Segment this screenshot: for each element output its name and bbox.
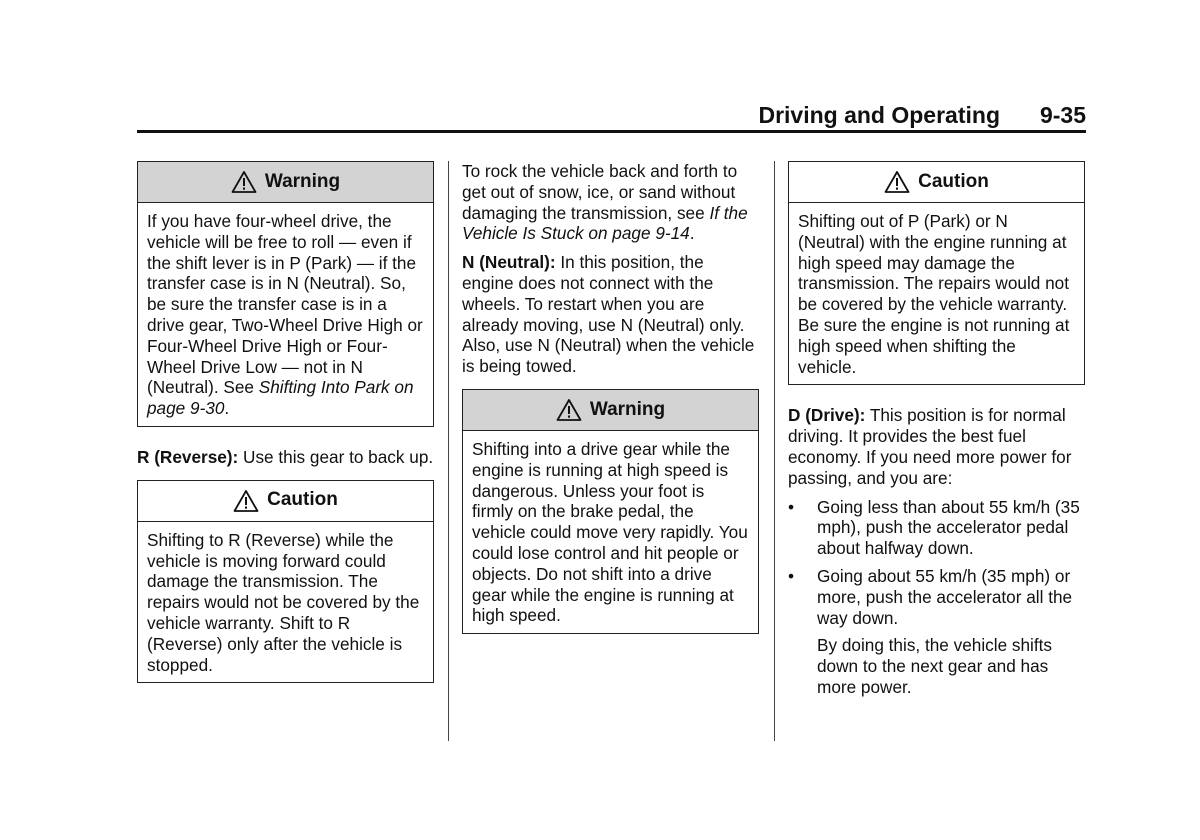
warning-header <box>138 162 433 203</box>
drive-term: D (Drive): <box>788 405 866 426</box>
bullet-list <box>788 497 1085 629</box>
followup-paragraph: By doing this, the vehicle shifts down to the next gear and has more power. <box>817 635 1053 697</box>
warning-body: Shifting into a drive gear while the engine is running at high speed is dangerous. Unless your foot is firmly on the brake pedal, the vehicle could move very rapidly. You could lose control and hit people or objects. Do not shift into a drive gear while the engine is running at high speed. <box>472 438 748 626</box>
neutral-text: In this position, the engine does not connect with the wheels. To restart when you are already moving, use N (Neutral) only. Also, use N (Neutral) when the vehicle is being towed. <box>462 252 755 377</box>
warning-box <box>462 389 759 634</box>
reverse-text: Use this gear to back up. <box>238 446 434 467</box>
warning-triangle-icon <box>556 398 582 422</box>
caution-header <box>138 481 433 522</box>
section-title: Driving and Operating <box>758 102 1000 128</box>
rock-text-end: . <box>689 223 695 244</box>
column-right <box>788 161 1085 698</box>
list-item-text: Going less than about 55 km/h (35 mph), push the accelerator pedal about halfway down. <box>817 496 1080 559</box>
caution-box <box>137 480 434 684</box>
list-item <box>788 566 1085 628</box>
warning-text-end: . <box>224 398 230 419</box>
rock-paragraph <box>462 161 759 244</box>
list-item-text: Going about 55 km/h (35 mph) or more, push the accelerator all the way down. <box>817 565 1073 628</box>
cross-reference-link[interactable]: Shifting Into Park on page 9-30 <box>147 377 414 419</box>
caution-body: Shifting out of P (Park) or N (Neutral) with the engine running at high speed may damage the transmission. The repairs would not be covered by the vehicle warranty. Be sure the engine is not running at high speed when shifting the vehicle. <box>798 211 1070 377</box>
warning-label: Warning <box>589 398 666 420</box>
warning-triangle-icon <box>231 170 257 194</box>
neutral-paragraph <box>462 252 759 377</box>
drive-paragraph <box>788 405 1085 488</box>
bullet-glyph: • <box>788 565 795 586</box>
page-number: 9-35 <box>1039 102 1086 128</box>
warning-text: If you have four-wheel drive, the vehicle will be free to roll — even if the shift lever is in P (Park) — if the transfer case is in N (Neutral). So, be sure the transfer case is in a drive gear, Two-Wheel Drive High or Four-Wheel Drive High or Four-Wheel Drive Low — not in N (Neutral). See <box>147 211 423 398</box>
column-left <box>137 161 434 683</box>
rock-text: To rock the vehicle back and forth to get out of snow, ice, or sand without damaging the transmission, see <box>462 161 738 223</box>
bullet-glyph: • <box>788 496 795 517</box>
cross-reference-link[interactable]: If the Vehicle Is Stuck on page 9-14 <box>462 202 748 244</box>
warning-box <box>137 161 434 427</box>
reverse-term: R (Reverse): <box>137 446 239 467</box>
warning-label: Warning <box>264 170 341 192</box>
caution-label: Caution <box>918 170 989 192</box>
list-item <box>788 497 1085 559</box>
caution-box <box>788 161 1085 385</box>
neutral-term: N (Neutral): <box>462 252 556 273</box>
page-header <box>137 100 1086 133</box>
column-divider <box>448 161 449 741</box>
caution-body: Shifting to R (Reverse) while the vehicle is moving forward could damage the transmission. The repairs would not be covered by the vehicle warranty. Shift to R (Reverse) only after the vehicle is stopped. <box>147 529 420 675</box>
column-divider <box>774 161 775 741</box>
column-middle <box>462 161 759 634</box>
warning-triangle-icon <box>233 489 259 513</box>
caution-label: Caution <box>267 489 338 511</box>
drive-text: This position is for normal driving. It provides the best fuel economy. If you need more power for passing, and you are: <box>788 405 1072 488</box>
warning-triangle-icon <box>884 170 910 194</box>
caution-header <box>789 162 1084 203</box>
warning-body <box>138 203 433 426</box>
warning-header <box>463 390 758 431</box>
reverse-paragraph <box>137 447 434 468</box>
